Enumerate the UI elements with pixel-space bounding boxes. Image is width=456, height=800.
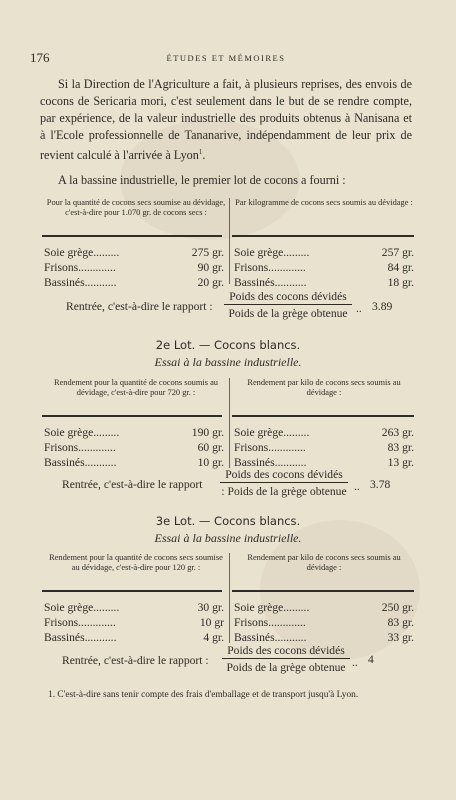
row-value: 33 gr. bbox=[387, 631, 414, 644]
row-value: 275 gr. bbox=[191, 246, 224, 259]
table-row bbox=[44, 246, 224, 261]
table-row bbox=[234, 426, 414, 441]
table-row bbox=[234, 261, 414, 276]
lot-2-left-header: Rendement pour la quantité de cocons soumis au dévidage, c'est-à-dire pour 720 gr. : bbox=[54, 378, 218, 397]
formula-numerator: Poids des cocons dévidés bbox=[222, 644, 350, 659]
footnote-text: C'est-à-dire sans tenir compte des frais d'emballage et de transport jusqu'à Lyon. bbox=[57, 690, 359, 700]
lot-1-table bbox=[42, 198, 414, 289]
table-row bbox=[234, 246, 414, 261]
formula-value: 3.89 bbox=[372, 300, 393, 313]
formula-dots: .. bbox=[354, 480, 360, 493]
table-row bbox=[44, 441, 224, 456]
lot-2-right-header: Rendement par kilo de cocons secs soumis au dévidage : bbox=[247, 378, 401, 397]
row-name: Bassinés........... bbox=[234, 456, 307, 469]
row-value: 4 gr. bbox=[203, 631, 224, 644]
row-value: 250 gr. bbox=[381, 601, 414, 614]
formula-dots: .. bbox=[352, 656, 358, 669]
running-header bbox=[30, 50, 422, 66]
formula-dots: .. bbox=[356, 302, 362, 315]
row-name: Frisons............. bbox=[234, 261, 306, 274]
formula-denominator: Poids de la grège obtenue bbox=[226, 661, 346, 674]
row-name: Bassinés........... bbox=[44, 276, 117, 289]
row-name: Frisons............. bbox=[234, 441, 306, 454]
row-name: Soie grège......... bbox=[234, 246, 310, 259]
formula-fraction bbox=[220, 468, 348, 498]
footnote-ref: 1 bbox=[198, 148, 203, 156]
formula-numerator: Poids des cocons dévidés bbox=[220, 468, 348, 483]
table-rule bbox=[42, 590, 222, 592]
row-value: 10 gr. bbox=[197, 456, 224, 469]
column-divider bbox=[229, 198, 230, 284]
row-name: Frisons............. bbox=[44, 261, 116, 274]
lot-2-title: 2e Lot. — Cocons blancs. bbox=[155, 338, 301, 352]
row-value: 90 gr. bbox=[197, 261, 224, 274]
row-name: Bassinés........... bbox=[234, 276, 307, 289]
row-value: 84 gr. bbox=[387, 261, 414, 274]
table-row bbox=[44, 601, 224, 616]
row-value: 18 gr. bbox=[387, 276, 414, 289]
lot-1-right-header: Par kilogramme de cocons secs soumis au dévidage : bbox=[235, 198, 413, 207]
table-row bbox=[44, 631, 224, 646]
row-name: Soie grège......... bbox=[44, 246, 120, 259]
table-rule bbox=[42, 415, 222, 417]
row-value: 83 gr. bbox=[387, 616, 414, 629]
table-row bbox=[234, 276, 414, 291]
lot-3-subtitle: Essai à la bassine industrielle. bbox=[154, 531, 302, 545]
row-name: Bassinés........... bbox=[44, 456, 117, 469]
table-row bbox=[44, 276, 224, 291]
row-value: 20 gr. bbox=[197, 276, 224, 289]
table-rule bbox=[42, 235, 222, 237]
row-name: Frisons............. bbox=[44, 441, 116, 454]
intro-paragraph bbox=[40, 76, 412, 164]
row-name: Soie grège......... bbox=[234, 426, 310, 439]
formula-numerator: Poids des cocons dévidés bbox=[224, 290, 352, 305]
formula-denominator: Poids de la grège obtenue bbox=[228, 307, 348, 320]
formula-fraction bbox=[222, 644, 350, 674]
formula-fraction bbox=[224, 290, 352, 320]
row-value: 190 gr. bbox=[191, 426, 224, 439]
row-name: Soie grège......... bbox=[44, 601, 120, 614]
row-name: Soie grège......... bbox=[234, 601, 310, 614]
table-row bbox=[44, 456, 224, 471]
lot-1-left-header: Pour la quantité de cocons secs soumise au dévidage, c'est-à-dire pour 1.070 gr. de cocons secs : bbox=[46, 198, 226, 217]
table-row bbox=[44, 261, 224, 276]
formula-value: 3.78 bbox=[370, 478, 391, 491]
formula-denominator: : Poids de la grège obtenue bbox=[221, 485, 347, 498]
row-value: 83 gr. bbox=[387, 441, 414, 454]
row-value: 60 gr. bbox=[197, 441, 224, 454]
column-divider bbox=[229, 378, 230, 468]
table-row bbox=[44, 616, 224, 631]
table-row bbox=[234, 601, 414, 616]
formula-label: Rentrée, c'est-à-dire le rapport : bbox=[62, 654, 209, 667]
column-divider bbox=[229, 553, 230, 643]
footnote-number: 1. bbox=[48, 690, 56, 700]
table-rule bbox=[232, 415, 414, 417]
formula-label: Rentrée, c'est-à-dire le rapport bbox=[62, 478, 203, 491]
lot-3-title: 3e Lot. — Cocons blancs. bbox=[155, 514, 301, 528]
intro-text-end: . bbox=[202, 148, 206, 163]
table-row bbox=[234, 441, 414, 456]
intro-paragraph-2 bbox=[40, 172, 412, 189]
row-value: 13 gr. bbox=[387, 456, 414, 469]
intro-text-2: A la bassine industrielle, le premier lot de cocons a fourni : bbox=[58, 173, 346, 187]
running-title: ÉTUDES ET MÉMOIRES bbox=[166, 53, 286, 63]
page-number: 176 bbox=[30, 50, 50, 65]
table-rule bbox=[232, 235, 414, 237]
row-name: Frisons............. bbox=[234, 616, 306, 629]
intro-text: Si la Direction de l'Agriculture a fait, à plusieurs reprises, des envois de cocons de Sericaria mori, c'est seulement dans le but de se rendre compte, par expérience, de la valeur industrielle des produits obtenus à Nanisana et à l'Ecole professionnelle de Tananarive, indépendamment de leur prix de revient calculé à l'arrivée à Lyon bbox=[40, 77, 412, 163]
row-value: 30 gr. bbox=[197, 601, 224, 614]
row-name: Frisons............. bbox=[44, 616, 116, 629]
lot-2-subtitle: Essai à la bassine industrielle. bbox=[154, 355, 302, 369]
formula-label: Rentrée, c'est-à-dire le rapport : bbox=[66, 300, 213, 313]
lot-3-left-header: Rendement pour la quantité de cocons secs soumise au dévidage, c'est-à-dire pour 120 gr. : bbox=[49, 553, 223, 572]
formula-value: 4 bbox=[368, 653, 374, 666]
lot-3-right-header: Rendement par kilo de cocons secs soumis au dévidage : bbox=[247, 553, 401, 572]
table-row bbox=[234, 616, 414, 631]
row-name: Bassinés........... bbox=[44, 631, 117, 644]
row-value: 10 gr bbox=[199, 616, 224, 629]
footnote bbox=[48, 689, 418, 702]
row-name: Soie grège......... bbox=[44, 426, 120, 439]
table-row bbox=[44, 426, 224, 441]
row-value: 263 gr. bbox=[381, 426, 414, 439]
lot-3-table bbox=[42, 553, 414, 644]
lot-2-table bbox=[42, 378, 414, 469]
table-rule bbox=[232, 590, 414, 592]
row-value: 257 gr. bbox=[381, 246, 414, 259]
row-name: Bassinés........... bbox=[234, 631, 307, 644]
